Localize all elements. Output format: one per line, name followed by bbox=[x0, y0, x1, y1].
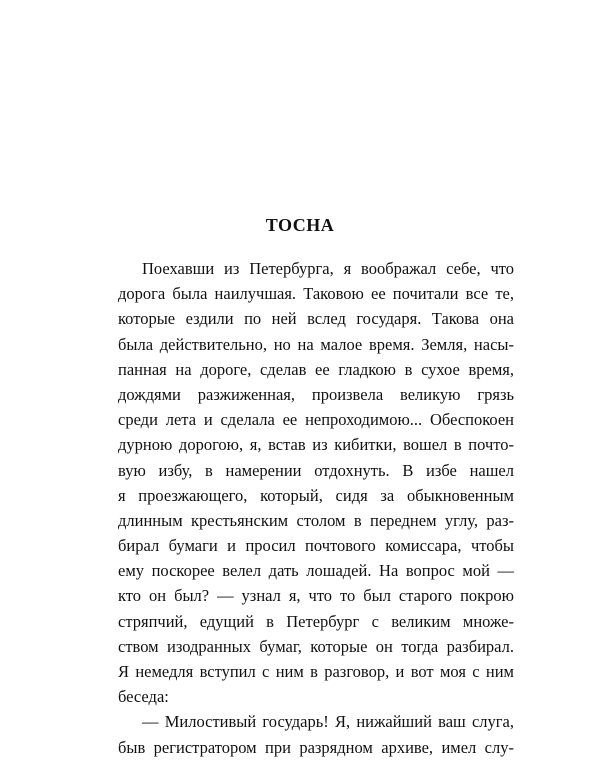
text-line: дорога была наилучшая. Таковою ее почитали все те, bbox=[118, 284, 514, 304]
text-line: ему поскорее велел дать лошадей. На вопрос мой — bbox=[118, 561, 514, 581]
text-line: ством изодранных бумаг, которые он тогда разбирал. bbox=[118, 636, 514, 656]
text-line: я проезжающего, который, сидя за обыкновенным bbox=[118, 485, 514, 505]
text-line: дурною дорогою, я, встав из кибитки, вошел в почто- bbox=[118, 435, 514, 455]
body-text bbox=[118, 256, 514, 760]
text-line: которые ездили по ней вслед государя. Такова она bbox=[118, 309, 514, 329]
text-line: быв регистратором при разрядном архиве, имел слу- bbox=[118, 737, 514, 757]
text-line: стряпчий, едущий в Петербург с великим множе- bbox=[118, 611, 514, 631]
text-line: дождями разжиженная, произвела великую грязь bbox=[118, 384, 514, 404]
text-line: беседа: bbox=[118, 687, 169, 707]
text-line: среди лета и сделала ее непроходимою... Обеспокоен bbox=[118, 410, 514, 430]
text-line: вую избу, в намерении отдохнуть. В избе нашел bbox=[118, 460, 514, 480]
text-line: кто он был? — узнал я, что то был старого покрою bbox=[118, 586, 514, 606]
text-line: панная на дороге, сделав ее гладкою в сухое время, bbox=[118, 359, 514, 379]
text-line: — Милостивый государь! Я, нижайший ваш слуга, bbox=[142, 712, 514, 732]
text-line: Я немедля вступил с ним в разговор, и вот моя с ним bbox=[118, 662, 514, 681]
text-line: длинным крестьянским столом в переднем углу, раз- bbox=[118, 510, 514, 530]
text-line: Поехавши из Петербурга, я воображал себе, что bbox=[142, 259, 514, 278]
chapter-title: ТОСНА bbox=[265, 215, 335, 235]
text-line: была действительно, но на малое время. Земля, насы- bbox=[118, 334, 514, 354]
text-line: бирал бумаги и просил почтового комиссара, чтобы bbox=[118, 536, 514, 556]
